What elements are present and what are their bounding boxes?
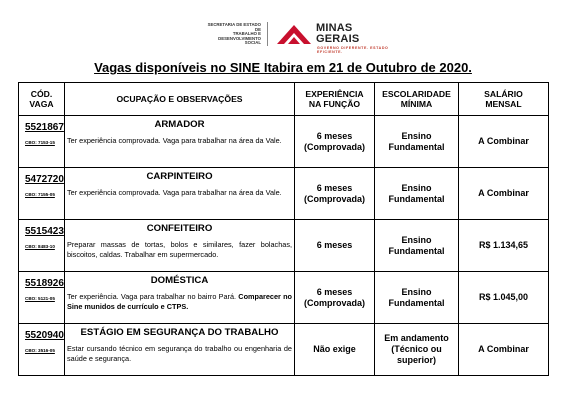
experience-cell <box>295 116 375 168</box>
description-text: Ter experiência. Vaga para trabalhar no bairro Pará. <box>67 292 237 301</box>
cbo-code: CBO: 3516-05 <box>25 348 55 353</box>
brand-name <box>316 23 359 44</box>
education-cell <box>375 168 459 220</box>
code-cell <box>19 272 65 324</box>
education-line: Fundamental <box>388 245 445 256</box>
vacancy-code: 5515423 <box>25 226 64 237</box>
cbo-code: CBO: 8483-10 <box>25 244 55 249</box>
description-bold-text: Comparecer no Sine munidos de currículo e CTPS. <box>67 292 293 311</box>
education-cell <box>375 324 459 376</box>
experience-cell <box>295 168 375 220</box>
cbo-code: CBO: 7153-15 <box>25 140 55 145</box>
salary-cell: R$ 1.134,65 <box>459 220 549 272</box>
occupation-cell <box>65 272 295 324</box>
brand-tagline: GOVERNO DIFERENTE. ESTADO EFICIENTE. <box>317 46 389 54</box>
header-line: MENSAL <box>485 99 522 109</box>
experience-line: 6 meses <box>316 286 353 297</box>
header-code <box>19 83 65 116</box>
code-cell <box>19 116 65 168</box>
cbo-code: CBO: 5121-05 <box>25 296 55 301</box>
education-line: Ensino <box>401 286 432 297</box>
table-row <box>19 324 549 376</box>
occupation-title: ESTÁGIO EM SEGURANÇA DO TRABALHO <box>80 327 279 338</box>
occupation-description <box>67 344 292 363</box>
header-experience <box>295 83 375 116</box>
header <box>205 22 405 52</box>
header-occupation: OCUPAÇÃO E OBSERVAÇÕES <box>65 83 295 116</box>
experience-cell <box>295 220 375 272</box>
code-cell <box>19 220 65 272</box>
table-header-row <box>19 83 549 116</box>
experience-cell <box>295 272 375 324</box>
vacancy-code: 5521867 <box>25 122 64 133</box>
education-cell <box>375 220 459 272</box>
occupation-description <box>67 292 292 311</box>
table-row <box>19 168 549 220</box>
education-line: Ensino <box>401 182 432 193</box>
occupation-title: CONFEITEIRO <box>146 223 213 234</box>
code-cell <box>19 324 65 376</box>
header-line: EXPERIÊNCIA <box>305 89 364 99</box>
experience-cell <box>295 324 375 376</box>
header-line: MÍNIMA <box>400 99 433 109</box>
experience-line: (Comprovada) <box>303 297 365 308</box>
education-line: Em andamento <box>384 333 449 343</box>
description-text: Ter experiência comprovada. Vaga para trabalhar na área da Vale. <box>67 188 282 197</box>
experience-line: 6 meses <box>316 130 353 141</box>
salary-cell: A Combinar <box>459 324 549 376</box>
occupation-cell <box>65 116 295 168</box>
description-text: Estar cursando técnico em segurança do trabalho ou engenharia de saúde e segurança. <box>67 344 292 363</box>
header-line: NA FUNÇÃO <box>308 99 361 109</box>
education-cell <box>375 116 459 168</box>
vacancy-code: 5472720 <box>25 174 64 185</box>
experience-line: Não exige <box>313 344 356 354</box>
education-line: (Técnico ou <box>391 344 442 354</box>
experience-line: (Comprovada) <box>303 141 365 152</box>
secretaria-label <box>205 23 261 46</box>
table-row <box>19 272 549 324</box>
header-line: VAGA <box>29 99 54 109</box>
experience-line: (Comprovada) <box>303 193 365 204</box>
occupation-description <box>67 188 292 198</box>
table-row <box>19 116 549 168</box>
occupation-cell <box>65 220 295 272</box>
header-education <box>375 83 459 116</box>
table-row <box>19 220 549 272</box>
education-line: Fundamental <box>388 297 445 308</box>
salary-cell: R$ 1.045,00 <box>459 272 549 324</box>
education-cell <box>375 272 459 324</box>
description-text: Ter experiência comprovada. Vaga para trabalhar na área da Vale. <box>67 136 282 145</box>
cbo-code: CBO: 7155-05 <box>25 192 55 197</box>
secretaria-line: SOCIAL <box>244 40 261 46</box>
header-divider <box>267 22 268 46</box>
vacancy-code: 5520940 <box>25 330 64 341</box>
vacancy-code: 5518926 <box>25 278 64 289</box>
brand-line: GERAIS <box>316 32 360 45</box>
occupation-cell <box>65 168 295 220</box>
vacancies-table <box>18 82 549 376</box>
header-line: SALÁRIO <box>484 89 523 99</box>
header-line: CÓD. <box>30 89 53 99</box>
secretaria-line: TRABALHO E <box>232 31 261 37</box>
secretaria-line: SECRETARIA DE ESTADO DE <box>207 22 261 32</box>
page-title: Vagas disponíveis no SINE Itabira em 21 de Outubro de 2020. <box>94 60 472 75</box>
experience-line: 6 meses <box>316 182 353 193</box>
salary-cell: A Combinar <box>459 116 549 168</box>
description-text: Preparar massas de tortas, bolos e similares, fazer bolachas, biscoitos, caldas. Trabalhar em supermercado. <box>67 240 292 259</box>
experience-line: 6 meses <box>316 240 353 250</box>
occupation-title: ARMADOR <box>154 119 205 130</box>
education-line: Ensino <box>401 234 432 245</box>
occupation-description <box>67 240 292 259</box>
brand-line: MINAS <box>316 22 353 34</box>
occupation-title: DOMÉSTICA <box>150 275 209 286</box>
occupation-description <box>67 136 292 146</box>
header-line: ESCOLARIDADE <box>382 89 451 99</box>
header-salary <box>459 83 549 116</box>
education-line: superior) <box>396 355 436 365</box>
occupation-title: CARPINTEIRO <box>146 171 213 182</box>
secretaria-line: DESENVOLVIMENTO <box>218 35 261 41</box>
education-line: Ensino <box>401 130 432 141</box>
occupation-cell <box>65 324 295 376</box>
education-line: Fundamental <box>388 141 445 152</box>
minas-gerais-logo-icon <box>275 23 313 45</box>
education-line: Fundamental <box>388 193 445 204</box>
salary-cell: A Combinar <box>459 168 549 220</box>
code-cell <box>19 168 65 220</box>
